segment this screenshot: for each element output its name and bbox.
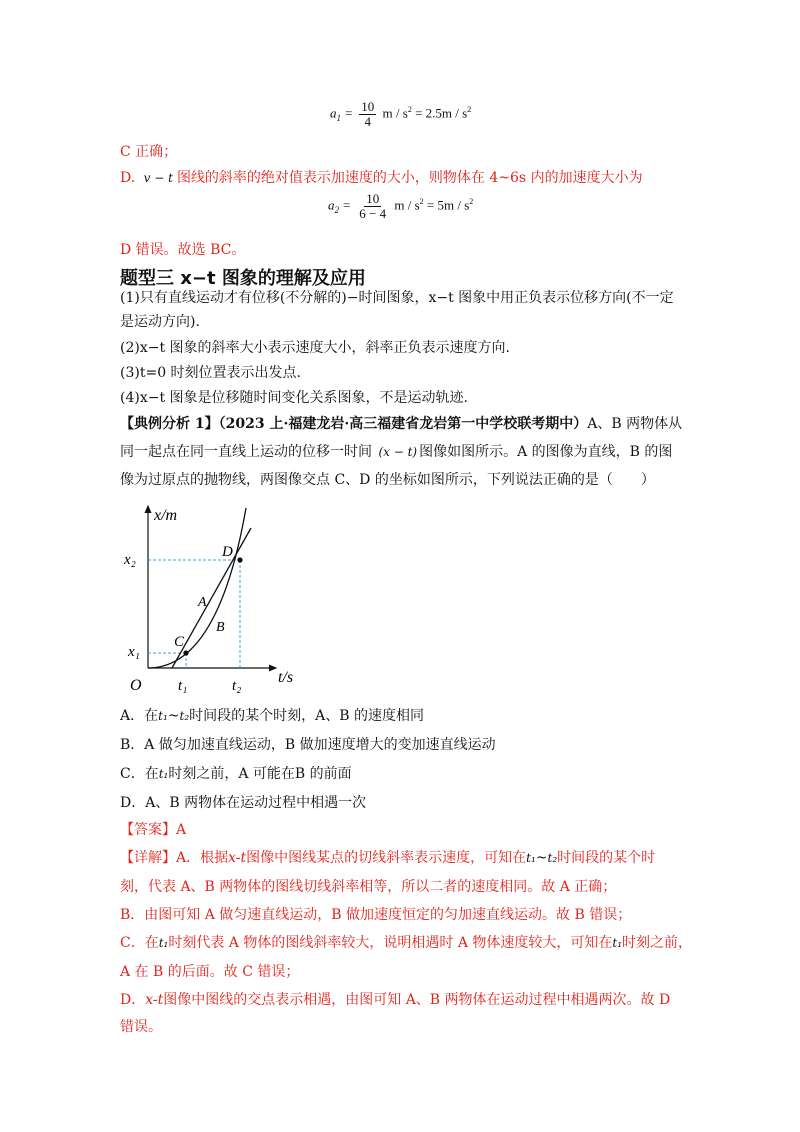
xt-graph-svg (118, 498, 298, 698)
option-c-suffix: 时刻之前，A 可能在B 的前面 (168, 766, 352, 782)
t1-label: t₁ (178, 678, 188, 694)
curve-b (148, 508, 246, 668)
eq2-fraction (357, 192, 388, 221)
detail-line-1 (120, 848, 655, 868)
point-d (237, 557, 242, 562)
y-axis-label: x/m (154, 507, 178, 524)
line-d-vt-symbol: v − t (143, 171, 173, 185)
example-line-3: 像为过原点的抛物线，两图像交点 C、D 的坐标如图所示，下列说法正确的是（ ） (120, 472, 655, 488)
c-label: C (174, 634, 185, 650)
eq2-symbol: a (328, 197, 335, 213)
xt-graph (118, 498, 298, 698)
option-a-prefix: A．在 (120, 708, 159, 724)
eq1-unit: m / s (382, 105, 408, 121)
x2-label: x₂ (124, 552, 136, 568)
eq1-result: = 2.5m / s (415, 105, 468, 121)
option-d[interactable]: D．A、B 两物体在运动过程中相遇一次 (120, 795, 367, 811)
eq1-symbol: a (330, 105, 337, 121)
eq1-result-power: 2 (467, 105, 472, 115)
b-curve-label: B (216, 620, 225, 635)
detail-line-5: A 在 B 的后面。故 C 错误； (120, 964, 300, 980)
option-c-prefix: C．在 (120, 766, 159, 782)
eq1-equals: = (344, 105, 354, 121)
example-text-1: A、B 两物体从 (587, 416, 683, 432)
point-1: (1)只有直线运动才有位移(不分解的)−时间图象，x−t 图象中用正负表示位移方向(不一定 (120, 290, 674, 306)
detail-l4-suffix: 时刻之前， (622, 935, 693, 951)
section-title: 题型三 x−t 图象的理解及应用 (120, 268, 366, 289)
t2-label: t₂ (232, 678, 242, 694)
example-xt-symbol: (x − t) (378, 445, 418, 459)
option-a[interactable] (120, 706, 424, 726)
eq1-fraction (359, 100, 376, 129)
point-3: (3)t=0 时刻位置表示出发点. (120, 365, 301, 381)
line-d-prefix: D. (120, 170, 136, 186)
example-line-2 (120, 442, 672, 462)
x1-label: x₁ (128, 644, 140, 660)
eq2-denominator: 6 − 4 (359, 206, 387, 221)
option-a-sep: ~ (167, 708, 180, 724)
option-b[interactable]: B．A 做匀加速直线运动，B 做加速度增大的变加速直线运动 (120, 737, 496, 753)
eq2-unit: m / s (394, 197, 420, 213)
example-text-2c: 图像如图所示。A 的图像为直线，B 的图 (419, 444, 673, 460)
answer: 【答案】A (120, 822, 187, 838)
detail-l1-xt: x-t (228, 850, 247, 866)
eq2-result-power: 2 (469, 197, 474, 207)
line-d-explanation (120, 168, 643, 188)
origin-label: O (130, 677, 142, 694)
point-1-cont: 是运动方向). (120, 314, 200, 330)
eq1-subscript: 1 (336, 113, 341, 124)
detail-l6-prefix: D． (120, 992, 146, 1008)
detail-l1-prefix: 【详解】A．根据 (120, 850, 229, 866)
example-source: （2023 上·福建龙岩·高三福建省龙岩第一中学校联考期中） (218, 416, 588, 432)
detail-l4-t1: t₁ (158, 936, 169, 950)
detail-line-4 (120, 933, 692, 953)
detail-l1-sep: ~ (535, 850, 548, 866)
detail-line-7: 错误。 (120, 1019, 162, 1035)
detail-l4-t1b: t₁ (612, 936, 623, 950)
example-line-1 (120, 414, 682, 434)
a-curve-label: A (198, 595, 207, 610)
detail-l1-text: 图像中图线某点的切线斜率表示速度，可知在 (246, 850, 527, 866)
option-c-t1: t₁ (158, 767, 169, 781)
detail-l6-text: 图像中图线的交点表示相遇，由图可知 A、B 两物体在运动过程中相遇两次。故 D (163, 992, 671, 1008)
x-axis-label: t/s (278, 669, 294, 686)
point-4: (4)x−t 图象是位移随时间变化关系图象，不是运动轨迹. (120, 390, 468, 406)
detail-line-3: B．由图可知 A 做匀速直线运动，B 做加速度恒定的匀加速直线运动。故 B 错误； (120, 907, 632, 923)
detail-l4-prefix: C．在 (120, 935, 159, 951)
detail-line-2: 刻，代表 A、B 两物体的图线切线斜率相等，所以二者的速度相同。故 A 正确； (120, 879, 617, 895)
line-d-text: 图线的斜率的绝对值表示加速度的大小，则物体在 4~6s 内的加速度大小为 (176, 170, 643, 186)
eq1-unit-power: 2 (407, 105, 412, 115)
eq2-unit-power: 2 (419, 197, 424, 207)
point-2: (2)x−t 图象的斜率大小表示速度大小，斜率正负表示速度方向. (120, 340, 510, 356)
option-c[interactable] (120, 764, 352, 784)
equation-a2 (328, 192, 473, 221)
line-d-wrong: D 错误。故选 BC。 (120, 242, 246, 258)
detail-l1-suffix: 时间段的某个时 (557, 850, 656, 866)
eq2-numerator: 10 (366, 191, 380, 206)
option-a-suffix: 时间段的某个时刻，A、B 的速度相同 (189, 708, 424, 724)
equation-a1 (330, 100, 471, 129)
d-label: D (222, 544, 233, 560)
detail-l1-t2: t₂ (547, 851, 558, 865)
example-tag: 【典例分析 1】 (120, 416, 219, 432)
eq1-numerator: 10 (361, 99, 375, 114)
point-c (183, 650, 188, 655)
detail-l4-text: 时刻代表 A 物体的图线斜率较大，说明相遇时 A 物体速度较大，可知在 (168, 935, 613, 951)
eq1-denominator: 4 (364, 114, 372, 129)
detail-l6-xt: x-t (145, 992, 164, 1008)
detail-l1-t1: t₁ (526, 851, 536, 865)
eq2-result: = 5m / s (426, 197, 470, 213)
eq2-equals: = (342, 197, 352, 213)
detail-line-6 (120, 990, 670, 1010)
option-a-t2: t₂ (179, 709, 190, 723)
eq2-subscript: 2 (334, 205, 339, 216)
option-a-t1: t₁ (158, 709, 168, 723)
example-text-2a: 同一起点在同一直线上运动的位移一时间 (120, 444, 372, 460)
line-c-correct: C 正确； (120, 144, 178, 160)
